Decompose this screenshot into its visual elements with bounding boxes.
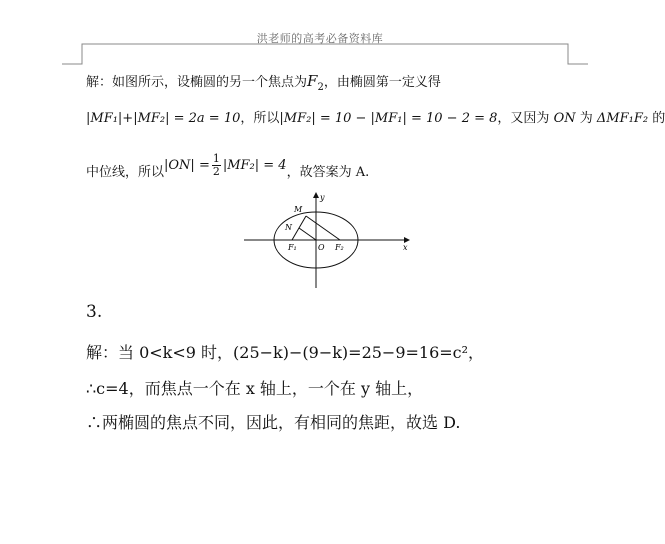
solution-2-line-2 [86,112,665,125]
segment-on: ON [553,111,576,126]
triangle-mf1f2: ΔMF₁F₂ [596,111,649,126]
y-axis-arrow [313,192,319,198]
equation-on-lhs: |ON| = [164,158,210,173]
solution-3-line-3: ∴两椭圆的焦点不同，因此，有相同的焦距，故选 D. [86,413,461,432]
line3-prefix: 中位线，所以 [86,165,165,180]
solution-3-line-2: ∴c=4，而焦点一个在 x 轴上，一个在 y 轴上， [86,379,424,398]
line1-suffix: ，由椭圆第一定义得 [323,75,441,90]
fraction-half: $\frac{1}{2}$ [212,152,220,178]
line2-mid2: ，又因为 [497,111,550,126]
segment-on-line [299,228,316,240]
line2-mid: ，所以 [240,111,280,126]
label-m: M [294,205,303,214]
solution-3-line-1: 解：当 0<k<9 时，(25−k)−(9−k)=25−9=16=c²， [86,343,485,362]
header-frame [62,44,588,64]
label-x: x [403,243,408,252]
equation-sum: |MF₁|+|MF₂| = 2a = 10 [86,111,241,126]
solution-2-line-1 [86,74,441,93]
focus-f2: $F_2$ [307,72,324,93]
equation-mf2: |MF₂| = 10 − |MF₁| = 10 − 2 = 8 [279,111,498,126]
label-f1: F₁ [288,243,297,252]
line1-prefix: 解：如图所示，设椭圆的另一个焦点为 [86,75,308,90]
label-o: O [318,243,325,252]
solution-2-line-3 [86,152,369,179]
label-n: N [285,223,292,232]
line3-suffix: ，故答案为 A. [286,165,370,180]
label-y: y [320,193,325,202]
solution-3-number: 3. [86,302,103,322]
line2-de: 的 [652,111,665,126]
label-f2: F₂ [335,243,344,252]
ellipse-figure [240,190,420,290]
line2-wei: 为 [579,111,593,126]
equation-on-rhs: |MF₂| = 4 [222,158,287,173]
header-title: 洪老师的高考必备资料库 [256,32,384,45]
